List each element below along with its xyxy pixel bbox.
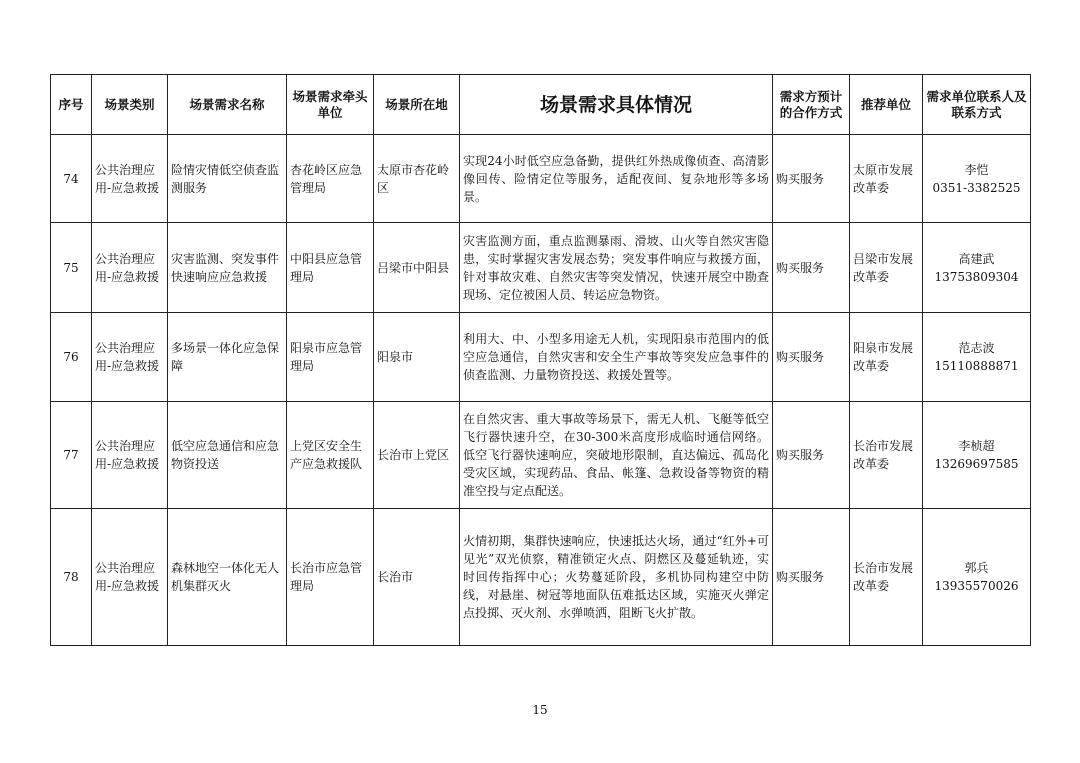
row-location: 阳泉市 bbox=[374, 313, 460, 402]
row-category: 公共治理应用-应急救援 bbox=[92, 223, 168, 313]
header-cooperation: 需求方预计的合作方式 bbox=[773, 75, 850, 135]
row-contact bbox=[923, 313, 1031, 402]
header-recommender: 推荐单位 bbox=[850, 75, 923, 135]
row-detail: 实现24小时低空应急备勤，提供红外热成像侦查、高清影像回传、险情定位等服务，适配夜间、复杂地形等多场景。 bbox=[460, 135, 773, 223]
contact-name: 郭兵 bbox=[964, 561, 989, 575]
table-row bbox=[51, 509, 1031, 646]
header-name: 场景需求名称 bbox=[168, 75, 287, 135]
row-location: 长治市上党区 bbox=[374, 402, 460, 509]
table-row bbox=[51, 223, 1031, 313]
contact-name: 李桢超 bbox=[958, 439, 995, 453]
row-detail: 火情初期，集群快速响应，快速抵达火场，通过“红外+可见光”双光侦察，精准锁定火点、阴燃区及蔓延轨迹，实时回传指挥中心；火势蔓延阶段，多机协同构建空中防线，对悬崖、树冠等地面队伍难抵达区域，实施灭火弹定点投掷、灭火剂、水弹喷洒，阻断飞火扩散。 bbox=[460, 509, 773, 646]
row-category: 公共治理应用-应急救援 bbox=[92, 509, 168, 646]
contact-phone: 13753809304 bbox=[934, 269, 1019, 284]
page-number: 15 bbox=[532, 703, 548, 717]
row-lead-unit: 阳泉市应急管理局 bbox=[287, 313, 374, 402]
row-contact bbox=[923, 135, 1031, 223]
row-detail: 利用大、中、小型多用途无人机，实现阳泉市范围内的低空应急通信，自然灾害和安全生产事故等突发应急事件的侦查监测、力量物资投送、救援处置等。 bbox=[460, 313, 773, 402]
table-row bbox=[51, 402, 1031, 509]
row-seq: 77 bbox=[51, 402, 92, 509]
row-cooperation: 购买服务 bbox=[773, 135, 850, 223]
row-seq: 74 bbox=[51, 135, 92, 223]
header-lead-unit: 场景需求牵头单位 bbox=[287, 75, 374, 135]
row-name: 低空应急通信和应急物资投送 bbox=[168, 402, 287, 509]
row-seq: 78 bbox=[51, 509, 92, 646]
header-seq: 序号 bbox=[51, 75, 92, 135]
row-detail: 灾害监测方面，重点监测暴雨、滑坡、山火等自然灾害隐患，实时掌握灾害发展态势；突发事件响应与救援方面，针对事故灾难、自然灾害等突发情况，快速开展空中勘查现场、定位被困人员、转运应急物资。 bbox=[460, 223, 773, 313]
row-lead-unit: 长治市应急管理局 bbox=[287, 509, 374, 646]
row-name: 灾害监测、突发事件快速响应应急救援 bbox=[168, 223, 287, 313]
row-detail: 在自然灾害、重大事故等场景下，需无人机、飞艇等低空飞行器快速升空，在30-300米高度形成临时通信网络。低空飞行器快速响应，突破地形限制，直达偏远、孤岛化受灾区域，实现药品、食品、帐篷、急救设备等物资的精准空投与定点配送。 bbox=[460, 402, 773, 509]
row-location: 太原市杏花岭区 bbox=[374, 135, 460, 223]
contact-phone: 15110888871 bbox=[934, 359, 1019, 373]
row-location: 长治市 bbox=[374, 509, 460, 646]
contact-name: 高建武 bbox=[958, 251, 995, 266]
row-location: 吕梁市中阳县 bbox=[374, 223, 460, 313]
contact-phone: 13269697585 bbox=[934, 457, 1019, 471]
row-contact bbox=[923, 402, 1031, 509]
row-lead-unit: 上党区安全生产应急救援队 bbox=[287, 402, 374, 509]
row-cooperation: 购买服务 bbox=[773, 223, 850, 313]
row-recommender: 太原市发展改革委 bbox=[850, 135, 923, 223]
row-recommender: 阳泉市发展改革委 bbox=[850, 313, 923, 402]
row-category: 公共治理应用-应急救援 bbox=[92, 313, 168, 402]
row-contact bbox=[923, 223, 1031, 313]
header-row bbox=[51, 75, 1031, 135]
row-name: 险情灾情低空侦查监测服务 bbox=[168, 135, 287, 223]
row-recommender: 长治市发展改革委 bbox=[850, 402, 923, 509]
row-seq: 75 bbox=[51, 223, 92, 313]
header-detail: 场景需求具体情况 bbox=[460, 75, 773, 135]
contact-phone: 13935570026 bbox=[934, 579, 1019, 593]
contact-phone: 0351-3382525 bbox=[932, 180, 1021, 195]
scenario-demand-table bbox=[50, 74, 1031, 646]
contact-name: 李恺 bbox=[964, 162, 989, 177]
row-cooperation: 购买服务 bbox=[773, 509, 850, 646]
row-name: 森林地空一体化无人机集群灭火 bbox=[168, 509, 287, 646]
table-row bbox=[51, 313, 1031, 402]
row-recommender: 吕梁市发展改革委 bbox=[850, 223, 923, 313]
row-lead-unit: 杏花岭区应急管理局 bbox=[287, 135, 374, 223]
row-name: 多场景一体化应急保障 bbox=[168, 313, 287, 402]
table-row bbox=[51, 135, 1031, 223]
row-lead-unit: 中阳县应急管理局 bbox=[287, 223, 374, 313]
header-contact: 需求单位联系人及联系方式 bbox=[923, 75, 1031, 135]
row-seq: 76 bbox=[51, 313, 92, 402]
row-contact bbox=[923, 509, 1031, 646]
row-category: 公共治理应用-应急救援 bbox=[92, 135, 168, 223]
row-cooperation: 购买服务 bbox=[773, 402, 850, 509]
contact-name: 范志波 bbox=[958, 341, 995, 355]
header-category: 场景类别 bbox=[92, 75, 168, 135]
row-category: 公共治理应用-应急救援 bbox=[92, 402, 168, 509]
row-recommender: 长治市发展改革委 bbox=[850, 509, 923, 646]
header-location: 场景所在地 bbox=[374, 75, 460, 135]
row-cooperation: 购买服务 bbox=[773, 313, 850, 402]
